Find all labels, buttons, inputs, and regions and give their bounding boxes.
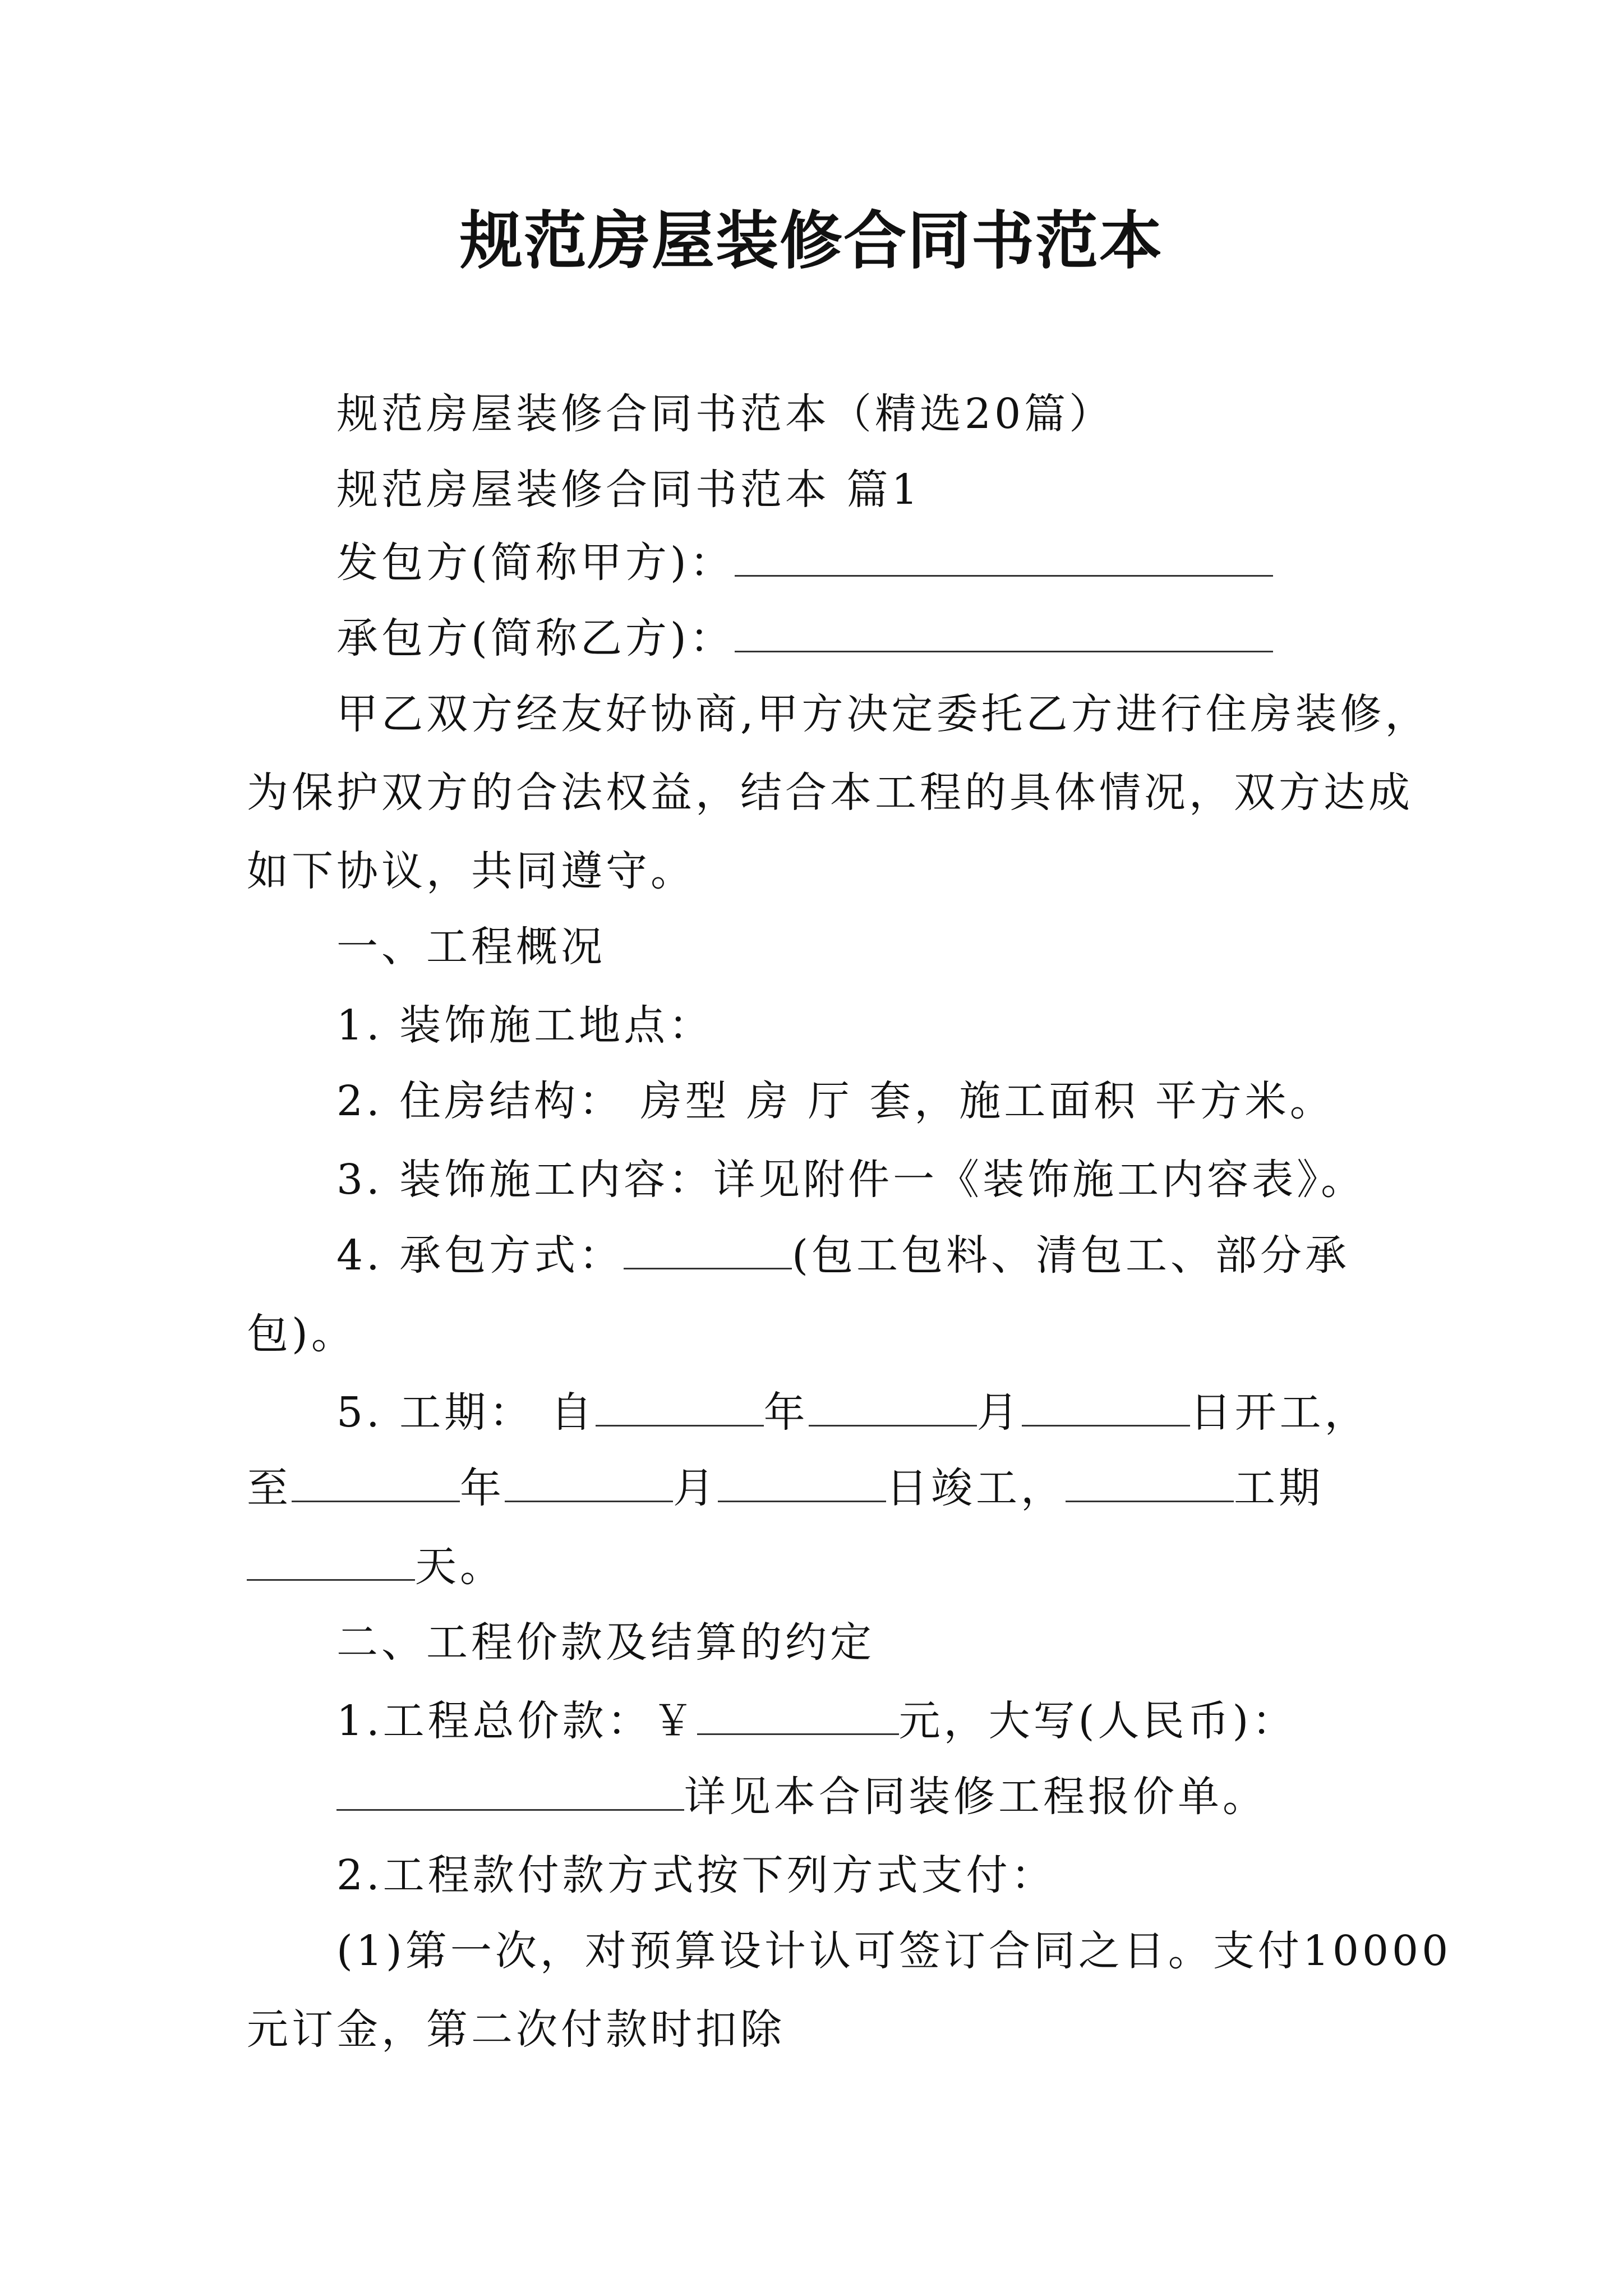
price-list-ref: 详见本合同装修工程报价单。 bbox=[684, 1773, 1267, 1821]
item-1-5-line-3 bbox=[247, 1540, 505, 1594]
party-a-label: 发包方(简称甲方)： bbox=[336, 539, 735, 587]
end-month-blank bbox=[505, 1465, 673, 1502]
party-a-line bbox=[336, 536, 1273, 590]
end-year-blank bbox=[292, 1465, 460, 1502]
document-title: 规范房屋装修合同书范本 bbox=[460, 204, 1163, 278]
section-heading-2: 二、工程价款及结算的约定 bbox=[336, 1618, 875, 1667]
period-total-blank bbox=[1066, 1465, 1234, 1502]
intro-line-2: 为保护双方的合法权益，结合本工程的具体情况，双方达成 bbox=[247, 769, 1413, 817]
intro-line-1: 甲乙双方经友好协商,甲方决定委托乙方进行住房装修， bbox=[336, 690, 1430, 738]
item-1-4-line bbox=[336, 1228, 1350, 1282]
start-day-label: 日开工， bbox=[1189, 1388, 1370, 1437]
section-heading-1: 一、工程概况 bbox=[336, 923, 606, 971]
party-b-blank bbox=[735, 615, 1273, 652]
end-year-label: 年 bbox=[460, 1464, 505, 1512]
subtitle: 规范房屋装修合同书范本（精选20篇） bbox=[336, 390, 1114, 438]
capital-amount-blank bbox=[336, 1773, 684, 1811]
start-year-label: 年 bbox=[763, 1388, 809, 1437]
to-label: 至 bbox=[247, 1464, 292, 1512]
item-2-1-line bbox=[336, 1694, 1297, 1748]
party-b-label: 承包方(简称乙方)： bbox=[336, 614, 735, 662]
total-price-blank bbox=[697, 1697, 899, 1735]
end-month-label: 月 bbox=[673, 1464, 718, 1512]
period-label: 5. 工期： 自 bbox=[336, 1388, 596, 1437]
item-2-2-1-line-2: 元订金，第二次付款时扣除 bbox=[247, 2005, 785, 2054]
end-day-blank bbox=[718, 1465, 886, 1502]
total-price-label: 1.工程总价款：￥ bbox=[336, 1697, 697, 1745]
item-2-2: 2.工程款付款方式按下列方式支付： bbox=[336, 1851, 1056, 1899]
start-month-blank bbox=[809, 1389, 977, 1427]
contract-mode-blank bbox=[624, 1232, 792, 1269]
item-1-4-label: 4. 承包方式： bbox=[336, 1231, 624, 1280]
item-2-2-1-line-1: (1)第一次，对预算设计认可签订合同之日。支付10000 bbox=[336, 1927, 1452, 1975]
start-day-blank bbox=[1022, 1389, 1190, 1427]
item-1-3: 3. 装饰施工内容：详见附件一《装饰施工内容表》。 bbox=[336, 1156, 1366, 1204]
total-price-capital-label: 元，大写(人民币)： bbox=[898, 1697, 1297, 1745]
item-1-4-options: (包工包料、清包工、部分承 bbox=[792, 1231, 1350, 1280]
item-2-1-line-2 bbox=[336, 1770, 1267, 1824]
item-1-4-cont: 包)。 bbox=[247, 1310, 356, 1358]
period-total-label: 工期 bbox=[1234, 1464, 1324, 1512]
item-1-5-line-1 bbox=[336, 1386, 1370, 1439]
item-1-2: 2. 住房结构： 房型 房 厅 套，施工面积 平方米。 bbox=[336, 1077, 1335, 1125]
start-year-blank bbox=[596, 1389, 764, 1427]
days-label: 天。 bbox=[415, 1543, 505, 1591]
intro-line-3: 如下协议，共同遵守。 bbox=[247, 847, 695, 895]
item-1-1: 1. 装饰施工地点： bbox=[336, 1001, 714, 1050]
days-blank bbox=[247, 1543, 415, 1581]
end-day-label: 日竣工， bbox=[886, 1464, 1066, 1512]
piece-heading: 规范房屋装修合同书范本 篇1 bbox=[336, 466, 921, 514]
party-a-blank bbox=[735, 539, 1273, 577]
start-month-label: 月 bbox=[976, 1388, 1022, 1437]
party-b-line bbox=[336, 611, 1273, 665]
item-1-5-line-2 bbox=[247, 1461, 1324, 1515]
